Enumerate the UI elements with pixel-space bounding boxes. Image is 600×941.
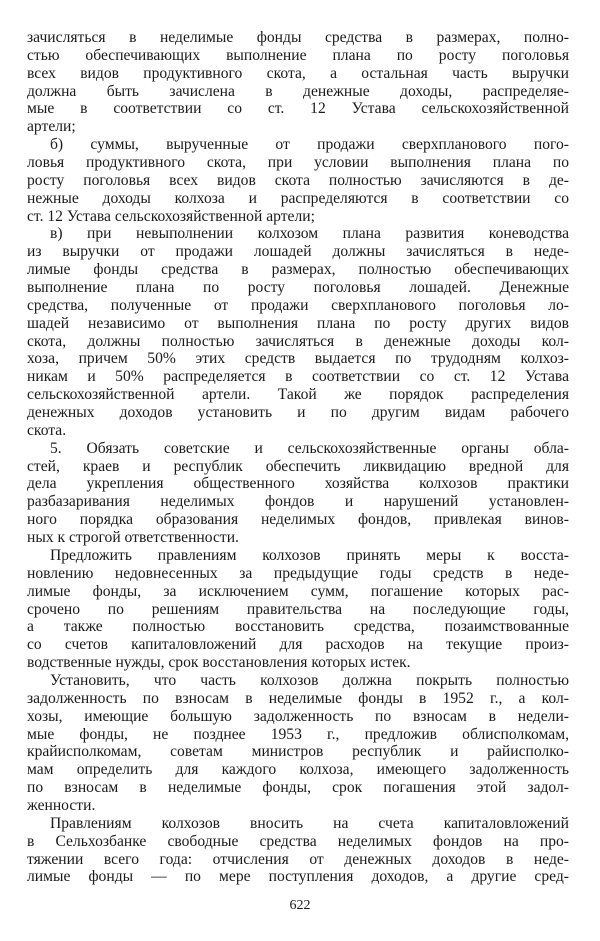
paragraph bbox=[27, 29, 569, 136]
paragraph bbox=[27, 672, 569, 815]
text-line: в) при невыполнении колхозом плана развития коневодства bbox=[50, 225, 569, 243]
text-line: из выручки от продажи лошадей должны зачисляться в неде- bbox=[27, 243, 569, 261]
page-number: 622 bbox=[289, 898, 311, 913]
text-line: хоза, причем 50% этих средств выдается по трудодням колхоз- bbox=[27, 350, 569, 368]
paragraph bbox=[27, 136, 569, 225]
text-line: лимые фонды, за исключением сумм, погашение которых рас- bbox=[27, 582, 569, 600]
paragraph bbox=[27, 225, 569, 439]
text-line: женности. bbox=[27, 796, 96, 814]
text-line: хозы, имеющие большую задолженность по взносам в недели- bbox=[27, 707, 569, 725]
paragraph bbox=[27, 815, 569, 886]
text-line: дела укрепления общественного хозяйства колхозов практики bbox=[27, 475, 569, 493]
text-line: крайисполкомам, советам министров республик и райисполко- bbox=[27, 743, 569, 761]
text-line: лимые фонды средства в размерах, полностью обеспечивающих bbox=[27, 261, 569, 279]
text-line: тяжении всего года: отчисления от денежных доходов в неде- bbox=[27, 850, 569, 868]
text-line: б) суммы, вырученные от продажи сверхпланового пого- bbox=[50, 136, 569, 154]
text-line: сельскохозяйственной артели. Такой же порядок распределения bbox=[27, 386, 569, 404]
text-line: нежные доходы колхоза и распределяются в соответствии со bbox=[27, 189, 569, 207]
text-line: задолженность по взносам в неделимые фонды в 1952 г., а кол- bbox=[27, 689, 569, 707]
text-line: шадей независимо от выполнения плана по росту других видов bbox=[27, 314, 569, 332]
text-line: стью обеспечивающих выполнение плана по росту поголовья bbox=[27, 46, 569, 64]
text-line: лимые фонды — по мере поступления доходов, а другие сред- bbox=[27, 868, 569, 886]
text-line: скота. bbox=[27, 421, 67, 439]
text-line: срочено по решениям правительства на последующие годы, bbox=[27, 600, 569, 618]
text-line: Установить, что часть колхозов должна покрыть полностью bbox=[50, 671, 569, 689]
text-line: в Сельхозбанке свободные средства неделимых фондов на про- bbox=[27, 832, 569, 850]
text-line: ных к строгой ответственности. bbox=[27, 529, 239, 547]
text-line: артели; bbox=[27, 118, 76, 136]
text-line: новлению недовнесенных за предыдущие годы средств в неде- bbox=[27, 564, 569, 582]
text-line: росту поголовья всех видов скота полностью зачисляются в де- bbox=[27, 171, 569, 189]
text-line: разбазаривания неделимых фондов и нарушений установлен- bbox=[27, 493, 569, 511]
text-line: по взносам в неделимые фонды, срок погашения этой задол- bbox=[27, 779, 569, 797]
text-line: Предложить правлениям колхозов принять меры к восста- bbox=[50, 546, 569, 564]
text-line: выполнение плана по росту поголовья лошадей. Денежные bbox=[27, 279, 569, 297]
text-line: зачисляться в неделимые фонды средства в размерах, полно- bbox=[27, 29, 569, 46]
text-line: скота, должны полностью зачисляться в денежные доходы кол- bbox=[27, 332, 569, 350]
paragraph bbox=[27, 547, 569, 672]
text-line: стей, краев и республик обеспечить ликвидацию вредной для bbox=[27, 457, 569, 475]
text-line: мам определить для каждого колхоза, имеющего задолженность bbox=[27, 761, 569, 779]
text-line: 5. Обязать советские и сельскохозяйственные органы обла- bbox=[50, 439, 569, 457]
text-line: должна быть зачислена в денежные доходы, распределяе- bbox=[27, 82, 569, 100]
paragraph bbox=[27, 440, 569, 547]
text-line: никам и 50% распределяется в соответствии со ст. 12 Устава bbox=[27, 368, 569, 386]
text-line: мые фонды, не позднее 1953 г., предложив облисполкомам, bbox=[27, 725, 569, 743]
text-line: водственные нужды, срок восстановления которых истек. bbox=[27, 654, 411, 672]
text-line: ного порядка образования неделимых фондов, привлекая винов- bbox=[27, 511, 569, 529]
text-line: всех видов продуктивного скота, а остальная часть выручки bbox=[27, 64, 569, 82]
text-line: денежных доходов установить и по другим видам рабочего bbox=[27, 404, 569, 422]
text-line: ст. 12 Устава сельскохозяйственной артели; bbox=[27, 207, 315, 225]
text-line: средства, полученные от продажи сверхпланового поголовья ло- bbox=[27, 296, 569, 314]
text-line: со счетов капиталовложений для расходов на текущие произ- bbox=[27, 636, 569, 654]
document-body bbox=[27, 29, 569, 886]
text-line: мые в соответствии со ст. 12 Устава сельскохозяйственной bbox=[27, 100, 569, 118]
text-line: ловья продуктивного скота, при условии выполнения плана по bbox=[27, 154, 569, 172]
text-line: Правлениям колхозов вносить на счета капиталовложений bbox=[50, 814, 569, 832]
text-line: а также полностью восстановить средства, позаимствованные bbox=[27, 618, 569, 636]
